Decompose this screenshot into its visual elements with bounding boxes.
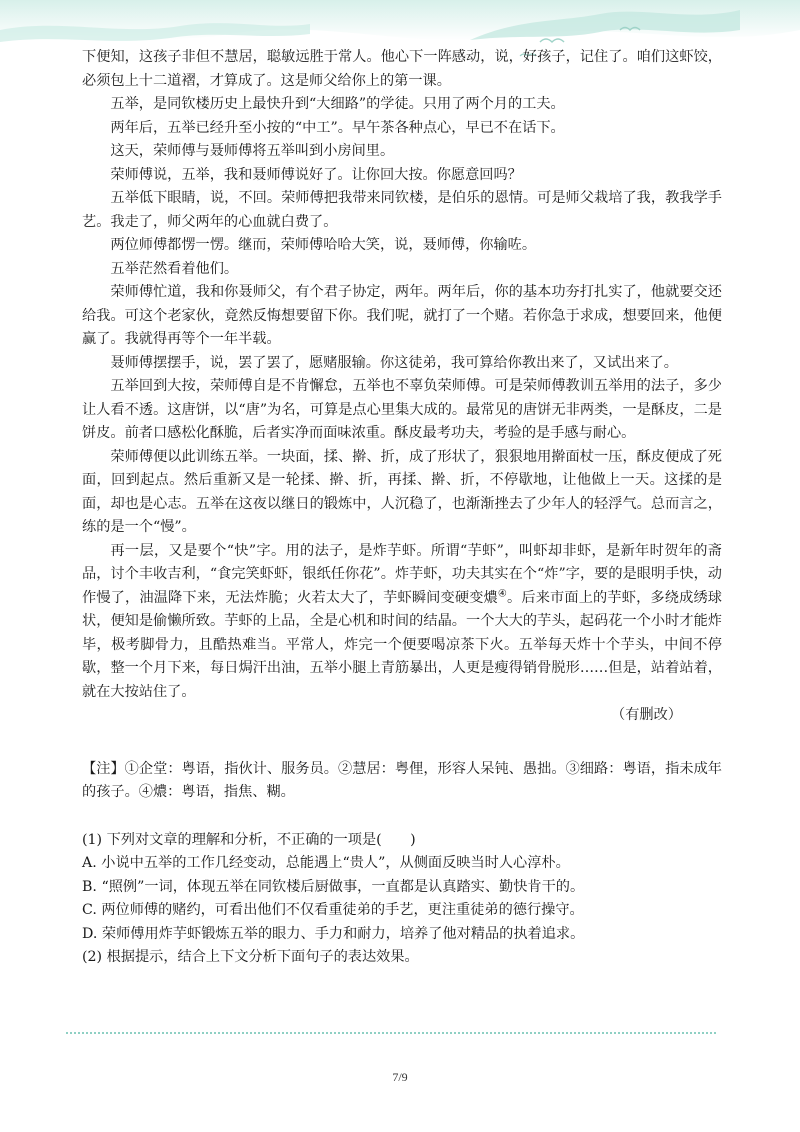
question-1-option-d: D. 荣师傅用炸芋虾锻炼五举的眼力、手力和耐力，培养了他对精品的执着追求。 [82, 925, 585, 942]
paragraph: 五举，是同钦楼历史上最快升到“大细路”的学徒。只用了两个月的工夫。 [110, 96, 565, 112]
paragraph-text: 再一层，又是要个“快”字。用的法子，是炸芋虾。所谓“芋虾”，叫虾却非虾，是新年时贺年的斋品，讨个丰收吉利，“食完笑虾虾，银纸任你花”。炸芋虾，功夫其实在个“炸”字，要的是眼明手快，动作慢了，油温降下来，无法炸脆；火若太大了，芋虾瞬间变硬变燶 [82, 542, 722, 606]
paragraph: 荣师傅说，五举，我和聂师傅说好了。让你回大按。你愿意回吗？ [110, 166, 522, 183]
question-1-option-b: B. “照例”一词，体现五举在同钦楼后厨做事，一直都是认真踏实、勤快肯干的。 [82, 878, 585, 895]
article-body [82, 46, 722, 970]
paragraph-last [82, 540, 722, 705]
paragraph-text: 。后来市面上的芋虾，多绕成绣球状，便知是偷懒所致。芋虾的上品，全是心机和时间的结晶。一个大大的芋头，起码花一个小时才能炸毕，极考脚骨力，且酷热难当。平常人，炸完一个便要喝凉茶下火。五举每天炸十个芋头，中间不停歇，整一个月下来，每日焗汗出油，五举小腿上青筋暴出，人更是瘦得销骨脱形……但是，站着站着，就在大按站住了。 [82, 589, 722, 700]
paragraph: 两年后，五举已经升至小按的“中工”。早午茶各种点心，早已不在话下。 [110, 119, 565, 136]
paragraph: 聂师傅摆摆手，说，罢了罢了，愿赌服输。你这徒弟，我可算给你教出来了，又试出来了。 [110, 354, 678, 371]
paragraph: 这天，荣师傅与聂师傅将五举叫到小房间里。 [110, 143, 395, 159]
question-1-option-c: C. 两位师傅的赌约，可看出他们不仅看重徒弟的手艺，更注重徒弟的德行操守。 [82, 902, 584, 918]
paragraph: 五举茫然看着他们。 [110, 260, 239, 277]
page-number: 7/9 [392, 1070, 408, 1084]
paragraph: 五举回到大按，荣师傅自是不肯懈怠，五举也不辜负荣师傅。可是荣师傅教训五举用的法子，多少让人看不透。这唐饼，以“唐”为名，可算是点心里集大成的。最常见的唐饼无非两类，一是酥皮，二是饼皮。前者口感松化酥脆，后者实净而面味浓重。酥皮最考功夫，考验的是手感与耐心。 [82, 378, 722, 441]
paragraph: 五举低下眼睛，说，不回。荣师傅把我带来同钦楼，是伯乐的恩情。可是师父栽培了我，教我学手艺。我走了，师父两年的心血就白费了。 [82, 190, 722, 230]
question-1-option-a: A. 小说中五举的工作几经变动，总能遇上“贵人”，从侧面反映当时人心淳朴。 [82, 855, 570, 871]
footnote-mark: ④ [497, 587, 508, 599]
footer-divider [66, 1032, 716, 1034]
source-note: （有删改） [611, 707, 682, 723]
paragraph: 荣师傅忙道，我和你聂师父，有个君子协定，两年。两年后，你的基本功夯打扎实了，他就要交还给我。可这个老家伙，竟然反悔想要留下你。我们呢，就打了一个赌。若你急于求成，想要回来，他便赢了。我就得再等个一年半载。 [82, 284, 722, 347]
question-1-stem: (1) 下列对文章的理解和分析，不正确的一项是( ) [82, 831, 416, 848]
paragraph: 荣师傅便以此训练五举。一块面，揉、擀、折，成了形状了，狠狠地用擀面杖一压，酥皮便成了死面，回到起点。然后重新又是一轮揉、擀、折，再揉、擀、折，不停歇地，让他做上一天。这揉的是面，却也是心志。五举在这夜以继日的锻炼中，人沉稳了，也渐渐挫去了少年人的轻浮气。总而言之，练的是一个“慢”。 [82, 448, 722, 535]
paragraph: 两位师傅都愣一愣。继而，荣师傅哈哈大笑，说，聂师傅，你输咗。 [110, 237, 537, 253]
annotation-notes: 【注】①企堂：粤语，指伙计、服务员。②慧居：粤俚，形容人呆钝、愚拙。③细路：粤语，指未成年的孩子。④燶：粤语，指焦、糊。 [82, 760, 722, 800]
question-2-stem: (2) 根据提示，结合上下文分析下面句子的表达效果。 [82, 949, 419, 965]
bird-icon [540, 39, 564, 42]
paragraph: 下便知，这孩子非但不慧居，聪敏远胜于常人。他心下一阵感动，说，好孩子，记住了。咱们这虾饺，必须包上十二道褶，才算成了。这是师父给你上的第一课。 [82, 49, 722, 89]
